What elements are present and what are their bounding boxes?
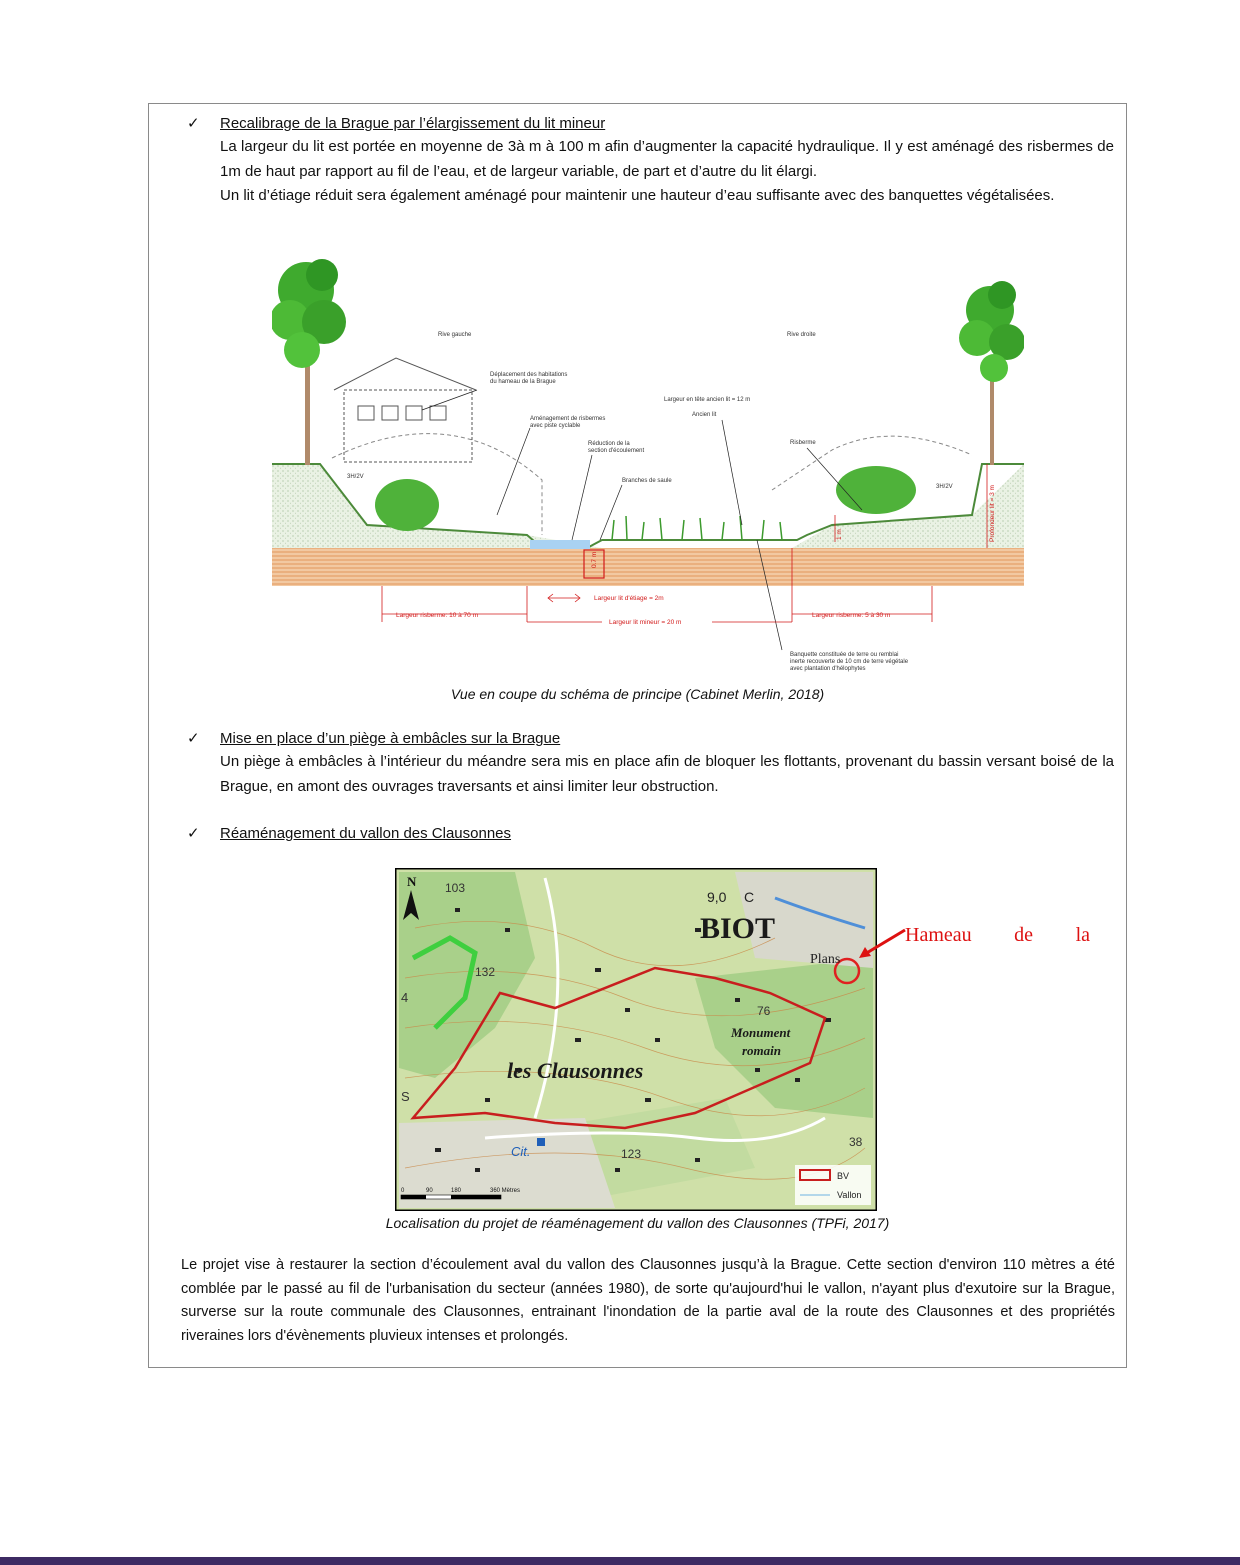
- label-rive-droite: Rive droite: [787, 332, 816, 338]
- legend-vallon: Vallon: [837, 1190, 862, 1200]
- section-heading-recalibrage: Recalibrage de la Brague par l’élargissement du lit mineur: [220, 115, 606, 132]
- label-amenagement-2: avec piste cyclable: [530, 423, 581, 429]
- house-icon: [334, 358, 476, 462]
- map-alt-123: 123: [621, 1147, 642, 1161]
- figure-caption: Localisation du projet de réaménagement du vallon des Clausonnes (TPFi, 2017): [385, 1215, 890, 1231]
- hameau-callout: [905, 924, 1090, 947]
- label-amenagement-1: Aménagement de risbermes: [530, 416, 606, 422]
- soil-layer: [272, 548, 1024, 586]
- map-cit: Cit.: [511, 1144, 531, 1159]
- scale-360: 360 Mètres: [490, 1188, 521, 1194]
- map-alt-132: 132: [475, 965, 496, 979]
- cross-section-diagram: [272, 250, 1024, 682]
- label-deplacement-1: Déplacement des habitations: [490, 372, 568, 378]
- scale-180: 180: [451, 1188, 462, 1194]
- map-alt-c: C: [744, 889, 755, 905]
- label-rive-gauche: Rive gauche: [438, 332, 472, 338]
- legend-bv: BV: [837, 1171, 850, 1181]
- callout-word: Hameau: [905, 924, 972, 946]
- label-reduction-2: section d'écoulement: [588, 448, 645, 454]
- label-banquette-2: inerte recouverte de 10 cm de terre végétale: [790, 659, 909, 665]
- location-map: [395, 868, 877, 1211]
- label-one-m: 1 m: [836, 529, 843, 540]
- map-left-4: 4: [401, 990, 409, 1005]
- label-ancien-lit: Ancien lit: [692, 412, 717, 418]
- checkmark-icon: ✓: [187, 115, 200, 132]
- map-biot: BIOT: [700, 912, 776, 945]
- callout-word: la: [1075, 924, 1090, 946]
- water: [530, 540, 590, 549]
- figure-caption: Vue en coupe du schéma de principe (Cabinet Merlin, 2018): [450, 686, 825, 702]
- map-alt-76: 76: [757, 1004, 771, 1018]
- reeds-icon: [612, 516, 782, 540]
- label-largeur-tete: Largeur en tête ancien lit = 12 m: [664, 397, 751, 403]
- label-largeur-etiage: Largeur lit d'étiage = 2m: [594, 595, 664, 602]
- map-alt-103: 103: [445, 881, 466, 895]
- closing-paragraph: Le projet vise à restaurer la section d’écoulement aval du vallon des Clausonnes jusqu’à la Brague. Cette section d'environ 110 mètres a été comblée par le passé au fil de l'urbanisation du secteur (années 1980), de sorte qu'aujourd'hui le vallon, n'ayant plus d'exutoire sur la Brague, surverse sur la route communale des Clausonnes, entrainant l'inondation de la partie aval de la route des Clausonnes et des propriétés riveraines lors d'évènements pluvieux intenses et prolongés.: [181, 1257, 1115, 1344]
- label-risberme-droite: Largeur risberme: 5 à 30 m: [812, 612, 891, 619]
- map-monument-1: Monument: [731, 1025, 791, 1040]
- scale-0: 0: [401, 1188, 405, 1194]
- tree-icon: [272, 259, 346, 465]
- label-risberme: Risberme: [790, 440, 816, 446]
- checkmark-icon: ✓: [187, 730, 200, 747]
- label-branches: Branches de saule: [622, 478, 672, 484]
- callout-arrow-icon: [855, 926, 907, 962]
- scale-90: 90: [426, 1188, 433, 1194]
- map-cit-square: [537, 1138, 545, 1146]
- map-left-s: S: [401, 1089, 410, 1104]
- map-clausonnes: les Clausonnes: [507, 1058, 644, 1083]
- section-paragraph: La largeur du lit est portée en moyenne de 3à m à 100 m afin d’augmenter la capacité hydraulique. Il y est aménagé des risbermes de 1m de haut par rapport au fil de l’eau, et de largeur variable, de part et d’autre du lit élargi.: [220, 138, 1114, 180]
- section-paragraph: Un lit d’étiage réduit sera également aménagé pour maintenir une hauteur d’eau suffisante avec des banquettes végétalisées.: [220, 187, 1055, 204]
- label-slope-right: 3H/2V: [936, 484, 953, 490]
- map-monument-2: romain: [742, 1043, 782, 1058]
- footer-bar: [0, 1557, 1240, 1565]
- label-largeur-mineur: Largeur lit mineur = 20 m: [609, 619, 682, 626]
- section-heading-reamenagement: Réaménagement du vallon des Clausonnes: [220, 825, 512, 842]
- label-profondeur: Profondeur lit = 3 m: [989, 485, 996, 542]
- label-deplacement-2: du hameau de la Brague: [490, 379, 556, 385]
- checkmark-icon: ✓: [187, 825, 200, 842]
- section-heading-piege: Mise en place d’un piège à embâcles sur la Brague: [220, 730, 561, 747]
- map-alt-38: 38: [849, 1135, 863, 1149]
- label-risberme-gauche: Largeur risberme: 10 à 70 m: [396, 612, 479, 619]
- map-alt-90: 9,0: [707, 889, 727, 905]
- label-reduction-1: Réduction de la: [588, 441, 630, 447]
- label-banquette-1: Banquette constituée de terre ou remblai: [790, 652, 899, 658]
- section-paragraph: Un piège à embâcles à l’intérieur du méandre sera mis en place afin de bloquer les flottants, provenant du bassin versant boisé de la Brague, en amont des ouvrages traversants et ainsi limiter leur obstruction.: [220, 753, 1114, 795]
- map-plans: Plans: [810, 952, 841, 967]
- label-banquette-3: avec plantation d'hélophytes: [790, 666, 866, 672]
- map-legend: [795, 1165, 871, 1205]
- tree-icon: [959, 281, 1024, 465]
- map-north: N: [407, 874, 417, 889]
- callout-word: de: [1014, 924, 1034, 946]
- label-etiage-h: 0.7 m: [591, 551, 598, 568]
- label-slope-left: 3H/2V: [347, 474, 364, 480]
